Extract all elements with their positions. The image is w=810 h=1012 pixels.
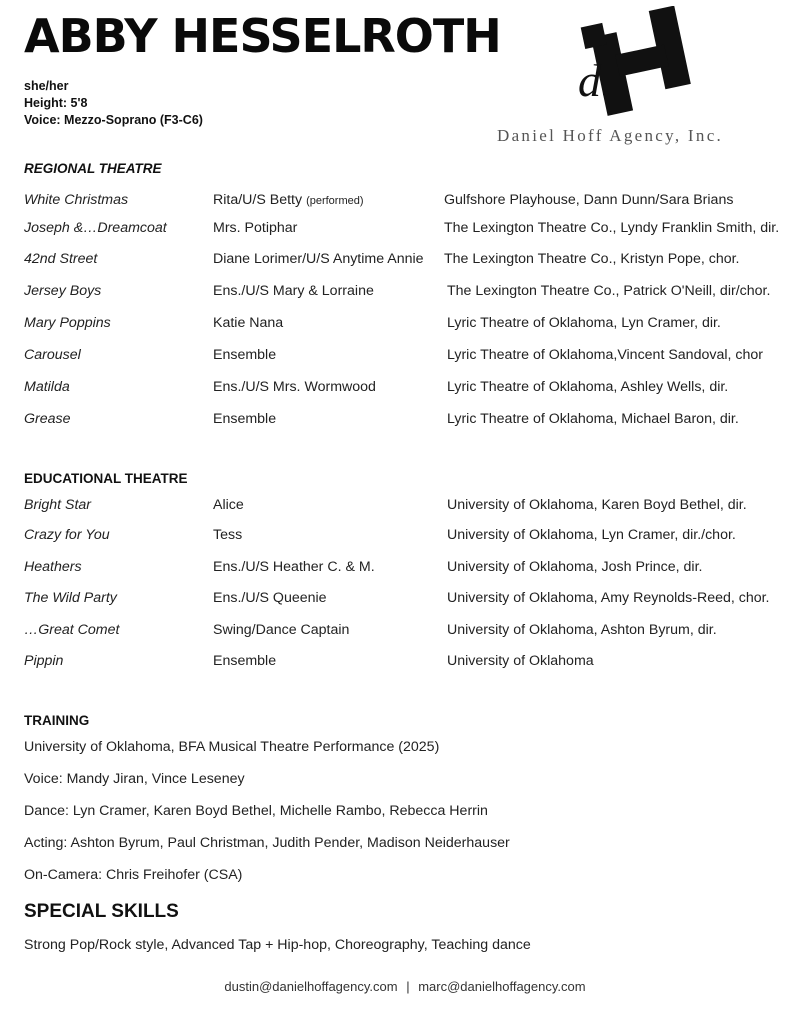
training-heading: TRAINING	[24, 713, 90, 728]
role: Ensemble	[213, 347, 277, 363]
credit-row	[0, 622, 810, 642]
credit-row	[0, 315, 810, 335]
show-title: Matilda	[24, 379, 70, 395]
regional-theatre-heading: REGIONAL THEATRE	[24, 161, 162, 176]
company: University of Oklahoma, Ashton Byrum, dir.	[447, 622, 717, 638]
company: The Lexington Theatre Co., Kristyn Pope, chor.	[444, 251, 740, 267]
company: University of Oklahoma, Lyn Cramer, dir./chor.	[447, 527, 736, 543]
credit-row	[0, 283, 810, 303]
show-title: Mary Poppins	[24, 315, 111, 331]
role: Katie Nana	[213, 315, 284, 331]
role: Swing/Dance Captain	[213, 622, 350, 638]
credit-row	[0, 379, 810, 399]
role: Ens./U/S Mary & Lorraine	[213, 283, 374, 299]
training-line: Acting: Ashton Byrum, Paul Christman, Judith Pender, Madison Neiderhauser	[24, 835, 510, 851]
role: Mrs. Potiphar	[213, 220, 298, 236]
credit-row	[0, 653, 810, 673]
educational-theatre-heading: EDUCATIONAL THEATRE	[24, 471, 188, 486]
special-skills-text: Strong Pop/Rock style, Advanced Tap + Hip-hop, Choreography, Teaching dance	[24, 937, 531, 953]
role: Ens./U/S Mrs. Wormwood	[213, 379, 376, 395]
company: The Lexington Theatre Co., Lyndy Franklin Smith, dir.	[444, 220, 780, 236]
training-line: University of Oklahoma, BFA Musical Theatre Performance (2025)	[24, 739, 440, 755]
credit-row	[0, 347, 810, 367]
company: University of Oklahoma, Karen Boyd Bethel, dir.	[447, 497, 747, 513]
show-title: Joseph &…Dreamcoat	[24, 220, 167, 236]
show-title: Crazy for You	[24, 527, 110, 543]
credit-row	[0, 527, 810, 547]
agency-name: Daniel Hoff Agency, Inc.	[497, 126, 724, 145]
credit-row	[0, 559, 810, 579]
company: Lyric Theatre of Oklahoma, Lyn Cramer, dir.	[447, 315, 721, 331]
credit-row	[0, 411, 810, 431]
role: Ens./U/S Queenie	[213, 590, 327, 606]
show-title: Jersey Boys	[24, 283, 102, 299]
credit-row	[0, 497, 810, 517]
company: University of Oklahoma	[447, 653, 594, 669]
role: Ensemble	[213, 411, 277, 427]
show-title: Bright Star	[24, 497, 92, 513]
show-title: White Christmas	[24, 192, 129, 208]
role: Tess	[213, 527, 243, 543]
role: Ensemble	[213, 653, 277, 669]
show-title: Carousel	[24, 347, 81, 363]
role: Rita/U/S Betty (performed)	[213, 192, 364, 208]
agent-email-marc[interactable]: marc@danielhoffagency.com	[418, 979, 586, 994]
show-title: …Great Comet	[24, 622, 120, 638]
show-title: 42nd Street	[24, 251, 98, 267]
credit-row	[0, 590, 810, 610]
role: Diane Lorimer/U/S Anytime Annie	[213, 251, 424, 267]
contact-footer	[0, 979, 810, 994]
show-title: Grease	[24, 411, 71, 427]
agency-logo	[560, 6, 720, 121]
company: University of Oklahoma, Amy Reynolds-Reed, chor.	[447, 590, 770, 606]
training-line: Dance: Lyn Cramer, Karen Boyd Bethel, Michelle Rambo, Rebecca Herrin	[24, 803, 488, 819]
company: University of Oklahoma, Josh Prince, dir.	[447, 559, 703, 575]
role: Ens./U/S Heather C. & M.	[213, 559, 375, 575]
training-line: Voice: Mandy Jiran, Vince Leseney	[24, 771, 245, 787]
company: Lyric Theatre of Oklahoma,Vincent Sandoval, chor	[447, 347, 763, 363]
logo-d-letter: d.	[578, 55, 613, 106]
credit-row	[0, 192, 810, 212]
height: Height: 5'8	[24, 96, 88, 110]
agent-email-dustin[interactable]: dustin@danielhoffagency.com	[224, 979, 398, 994]
company: Lyric Theatre of Oklahoma, Ashley Wells, dir.	[447, 379, 729, 395]
actor-name: ABBY HESSELROTH	[24, 9, 501, 63]
special-skills-heading: SPECIAL SKILLS	[24, 901, 179, 922]
credit-row	[0, 251, 810, 271]
company: The Lexington Theatre Co., Patrick O'Neill, dir/chor.	[447, 283, 771, 299]
credit-row	[0, 220, 810, 240]
footer-separator: |	[406, 979, 410, 994]
pronouns: she/her	[24, 79, 69, 93]
show-title: Heathers	[24, 559, 82, 575]
training-line: On-Camera: Chris Freihofer (CSA)	[24, 867, 243, 883]
performed-note: (performed)	[306, 195, 364, 207]
voice-type: Voice: Mezzo-Soprano (F3-C6)	[24, 113, 203, 127]
show-title: The Wild Party	[24, 590, 117, 606]
company: Gulfshore Playhouse, Dann Dunn/Sara Brians	[444, 192, 734, 208]
show-title: Pippin	[24, 653, 64, 669]
role: Alice	[213, 497, 244, 513]
company: Lyric Theatre of Oklahoma, Michael Baron, dir.	[447, 411, 739, 427]
